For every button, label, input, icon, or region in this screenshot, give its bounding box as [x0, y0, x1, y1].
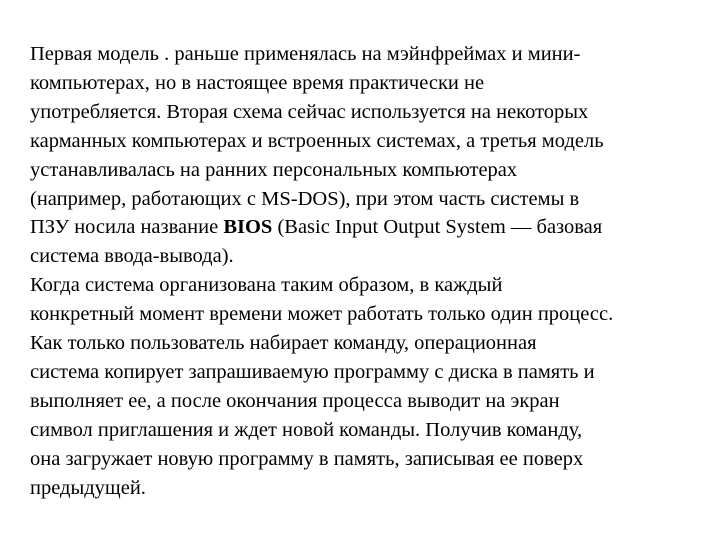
text-line: устанавливалась на ранних персональных компьютерах: [30, 158, 518, 181]
body-text: [30, 40, 720, 503]
text-line: карманных компьютерах и встроенных системах, а третья модель: [30, 129, 604, 152]
text-line: конкретный момент времени может работать только один процесс.: [30, 303, 614, 326]
text-line: выполняет ее, а после окончания процесса выводит на экран: [30, 389, 560, 412]
text-line: Как только пользователь набирает команду, операционная: [30, 332, 537, 355]
text-line: предыдущей.: [30, 476, 146, 499]
text-line: система ввода-вывода).: [30, 245, 234, 268]
text-line: символ приглашения и ждет новой команды. Получив команду,: [30, 418, 583, 441]
text-line: Первая модель . раньше применялась на мэйнфреймах и мини-: [30, 43, 581, 65]
text-line: употребляется. Вторая схема сейчас используется на некоторых: [30, 100, 589, 123]
bios-term: BIOS: [223, 216, 273, 239]
text-line: она загружает новую программу в память, записывая ее поверх: [30, 447, 584, 470]
text-line: (например, работающих с MS-DOS), при этом часть системы в: [30, 187, 580, 210]
bios-line-after: (Basic Input Output System — базовая: [272, 216, 603, 239]
text-line: система копирует запрашиваемую программу с диска в память и: [30, 360, 595, 383]
text-line-bios: [30, 213, 720, 242]
text-line: Когда система организована таким образом, в каждый: [30, 274, 503, 297]
bios-line-before: ПЗУ носила название: [30, 216, 224, 239]
text-line: компьютерах, но в настоящее время практически не: [30, 71, 485, 94]
